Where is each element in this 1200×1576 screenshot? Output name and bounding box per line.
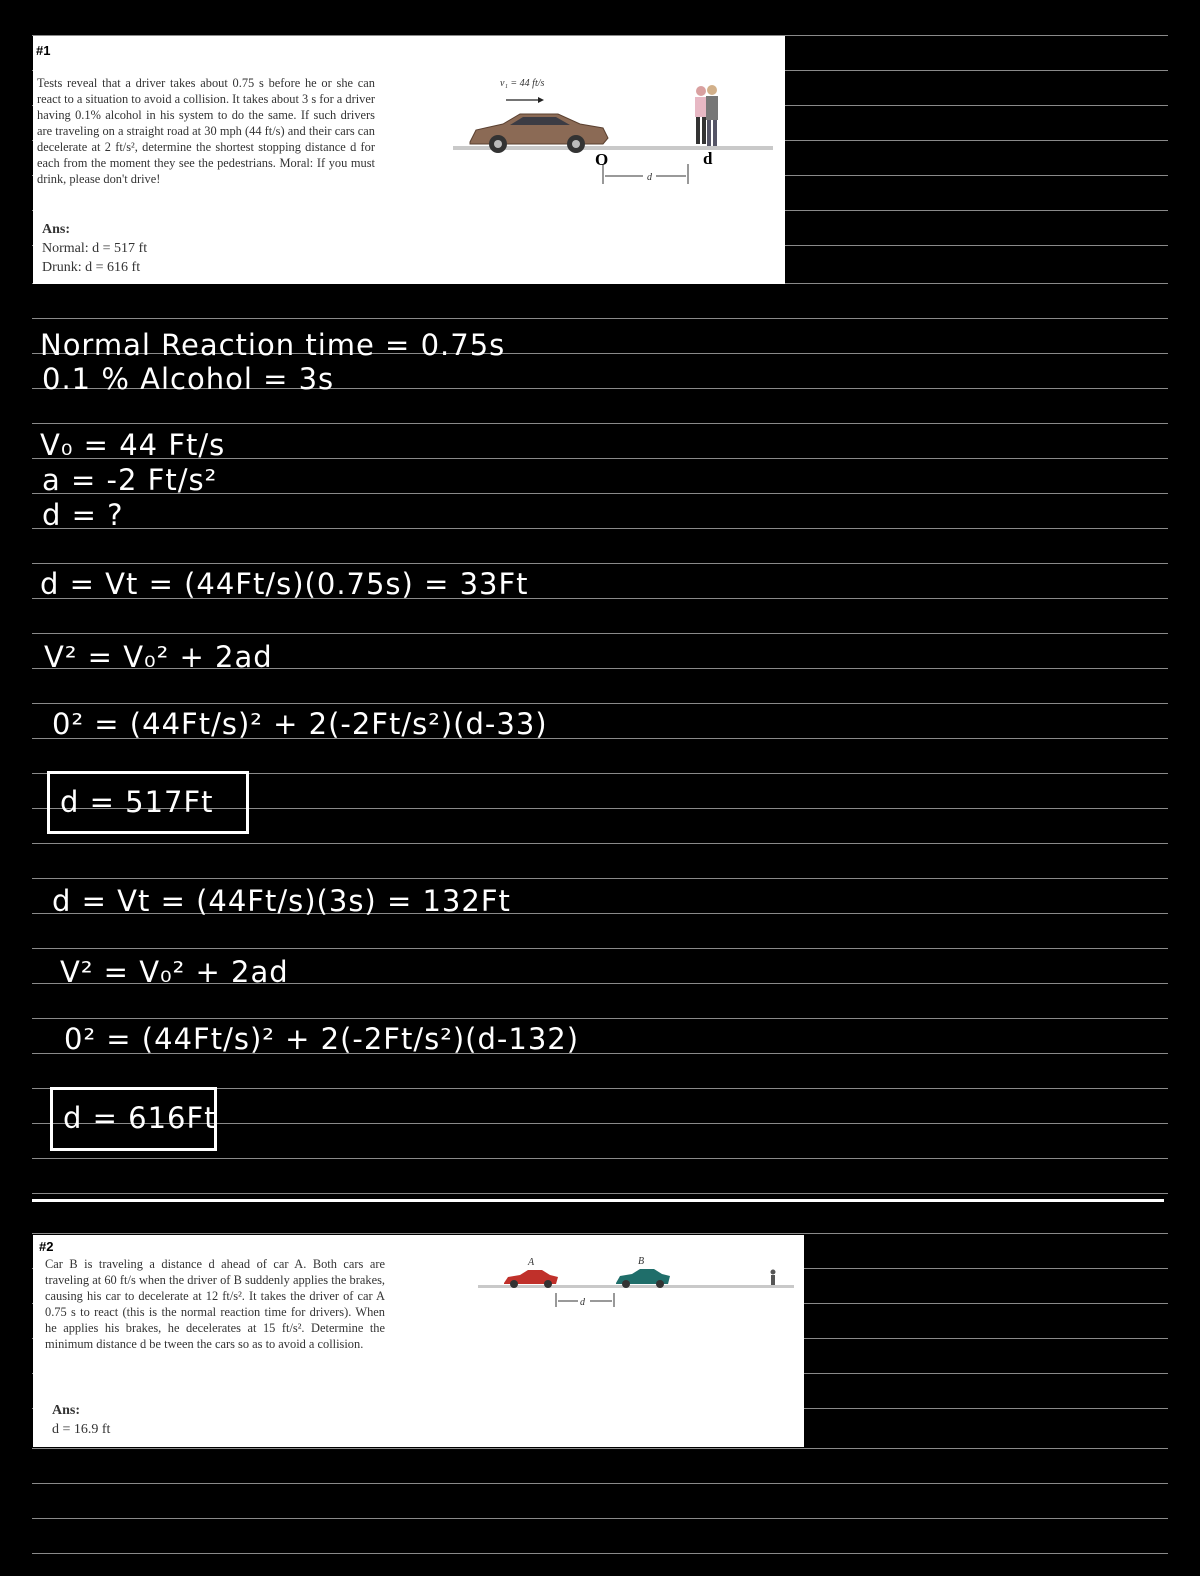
- problem-1-answer: [42, 220, 147, 277]
- section-divider: [32, 1199, 1164, 1202]
- problem-1-figure: [448, 72, 778, 192]
- problem-1-answer-label: Ans:: [42, 222, 71, 237]
- answer-distance: d = 16.9 ft: [52, 1422, 111, 1437]
- work-line-a: a = -2 Ft/s²: [42, 463, 218, 497]
- hand-mark-start: O: [595, 150, 609, 169]
- work-line-kinematic-eq-1: V² = V₀² + 2ad: [44, 640, 273, 674]
- road-2: [478, 1285, 794, 1288]
- problem-2-card: [33, 1235, 804, 1447]
- hand-mark-end: d: [703, 149, 713, 168]
- problem-1-number: #1: [36, 43, 51, 58]
- problem-1-text: Tests reveal that a driver takes about 0.75 s before he or she can react to a situation to avoid a collision. It takes about 3 s for a driver having 0.1% alcohol in his system to do the same. If such drivers are traveling on a straight road at 30 mph (44 ft/s) and their cars can decelerate at 2 ft/s², determine the shortest stopping distance d for each from the moment they see the pedestrians. Moral: If you must drink, please don't drive!: [37, 76, 375, 186]
- problem-2-number: #2: [39, 1239, 54, 1254]
- work-line-result-drunk: d = 616Ft: [63, 1101, 217, 1135]
- velocity-label: v₁ = 44 ft/s: [500, 78, 545, 89]
- pedestrians-icon: [695, 85, 718, 146]
- answer-drunk: Drunk: d = 616 ft: [42, 260, 141, 275]
- problem-1-card: [33, 36, 785, 284]
- work-line-substitution-2: 0² = (44Ft/s)² + 2(-2Ft/s²)(d-132): [64, 1022, 580, 1056]
- work-line-normal-reaction-distance: d = Vt = (44Ft/s)(0.75s) = 33Ft: [40, 567, 529, 601]
- answer-normal: Normal: d = 517 ft: [42, 241, 148, 256]
- problem-2-answer-label: Ans:: [52, 1403, 81, 1418]
- work-line-reaction-alcohol: 0.1 % Alcohol = 3s: [42, 362, 335, 396]
- work-line-drunk-reaction-distance: d = Vt = (44Ft/s)(3s) = 132Ft: [52, 884, 511, 918]
- problem-2-figure: [478, 1253, 798, 1323]
- work-line-result-normal: d = 517Ft: [60, 785, 214, 819]
- answer-box-normal: [47, 771, 249, 834]
- problem-2-answer: [52, 1401, 110, 1439]
- car-a-label: A: [528, 1257, 535, 1268]
- problem-2-text: Car B is traveling a distance d ahead of car A. Both cars are traveling at 60 ft/s when the driver of B suddenly applies the brakes, causing his car to decelerate at 12 ft/s². It takes the driver of car A 0.75 s to react (this is the normal reaction time for drivers). When he applies his brakes, he decelerates at 15 ft/s². Determine the minimum distance d be tween the cars so as to avoid a collision.: [45, 1257, 385, 1351]
- answer-box-drunk: [50, 1087, 217, 1151]
- work-line-v0: V₀ = 44 Ft/s: [40, 428, 226, 462]
- velocity-arrowhead: [538, 97, 544, 103]
- dim-label: d: [647, 172, 652, 183]
- work-line-d-unknown: d = ?: [42, 498, 124, 532]
- work-line-reaction-normal: Normal Reaction time = 0.75s: [40, 328, 506, 362]
- dim2-label: d: [580, 1297, 585, 1308]
- work-line-substitution-1: 0² = (44Ft/s)² + 2(-2Ft/s²)(d-33): [52, 707, 548, 741]
- pedestrian-icon: [771, 1270, 776, 1286]
- car-b-label: B: [638, 1256, 645, 1267]
- work-line-kinematic-eq-2: V² = V₀² + 2ad: [60, 955, 289, 989]
